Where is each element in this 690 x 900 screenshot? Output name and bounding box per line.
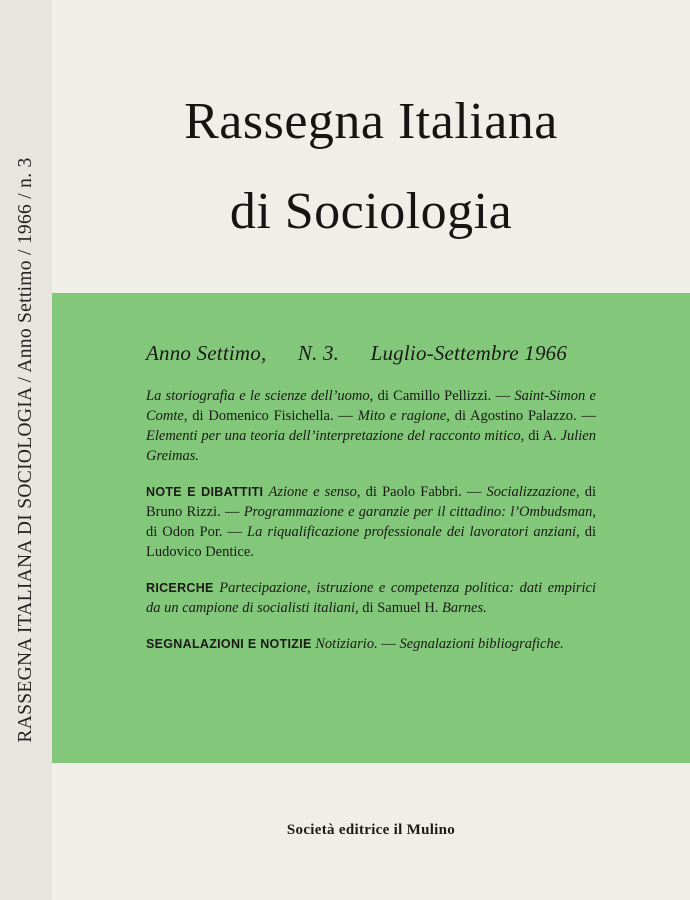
contents	[146, 341, 596, 670]
text-run: Partecipazione, istruzione e competenza politica: dati empirici da un campione di socialisti italiani	[146, 580, 596, 616]
section-heading: SEGNALAZIONI E NOTIZIE	[146, 637, 312, 651]
issue-period: Luglio-Settembre 1966	[370, 341, 568, 365]
section-text	[315, 636, 564, 652]
text-run: Notiziario.	[315, 636, 382, 652]
section-note-e-dibattiti	[146, 482, 596, 562]
front-cover	[52, 0, 690, 900]
text-run: , di Samuel H.	[355, 600, 439, 616]
text-run: Programmazione e garanzie per il cittadino: l’Ombudsman	[243, 504, 593, 520]
articles-text	[146, 388, 596, 464]
text-run: , di A.	[520, 428, 557, 444]
spine-title: RASSEGNA ITALIANA DI SOCIOLOGIA / Anno Settimo / 1966 / n. 3	[15, 157, 36, 743]
section-segnalazioni-e-notizie	[146, 634, 596, 654]
articles-list	[146, 386, 596, 466]
section-heading: RICERCHE	[146, 581, 214, 595]
section-text	[146, 580, 596, 616]
text-run: , di Camillo Pellizzi. —	[369, 388, 515, 404]
text-run: Saint-Simon e Comte	[146, 388, 596, 424]
text-run: , di Ludovico Dentice.	[146, 524, 596, 560]
contents-band	[52, 293, 690, 763]
issue-line	[146, 341, 596, 366]
text-run: La storiografia e le scienze dell’uomo	[146, 388, 370, 404]
text-run: , di Bruno Rizzi. —	[146, 484, 597, 520]
text-run: Elementi per una teoria dell’interpretazione del racconto mitico	[146, 428, 521, 444]
text-run: Mito e ragione	[357, 408, 447, 424]
text-run: Socializzazione	[486, 484, 576, 500]
text-run: La riqualificazione professionale dei lavoratori anziani	[247, 524, 577, 540]
journal-title-line-1: Rassegna Italiana	[184, 93, 558, 150]
text-run: Segnalazioni bibliografiche.	[395, 636, 564, 652]
text-run: , di Paolo Fabbri. —	[356, 484, 487, 500]
section-heading: NOTE E DIBATTITI	[146, 485, 264, 499]
text-run: , di Odon Por. —	[146, 504, 596, 540]
text-run: , di Domenico Fisichella. —	[183, 408, 358, 424]
publisher: Società editrice il Mulino	[286, 822, 456, 838]
text-run: , di Agostino Palazzo. —	[446, 408, 596, 424]
journal-title-line-2: di Sociologia	[229, 183, 513, 240]
text-run: —	[381, 636, 396, 652]
spine	[0, 0, 53, 900]
section-ricerche	[146, 578, 596, 618]
issue-year: Anno Settimo,	[146, 341, 267, 365]
issue-number: N. 3.	[297, 341, 340, 365]
text-run: Azione e senso	[268, 484, 357, 500]
text-run: Julien Greimas.	[146, 428, 596, 464]
text-run: Barnes.	[438, 600, 487, 616]
